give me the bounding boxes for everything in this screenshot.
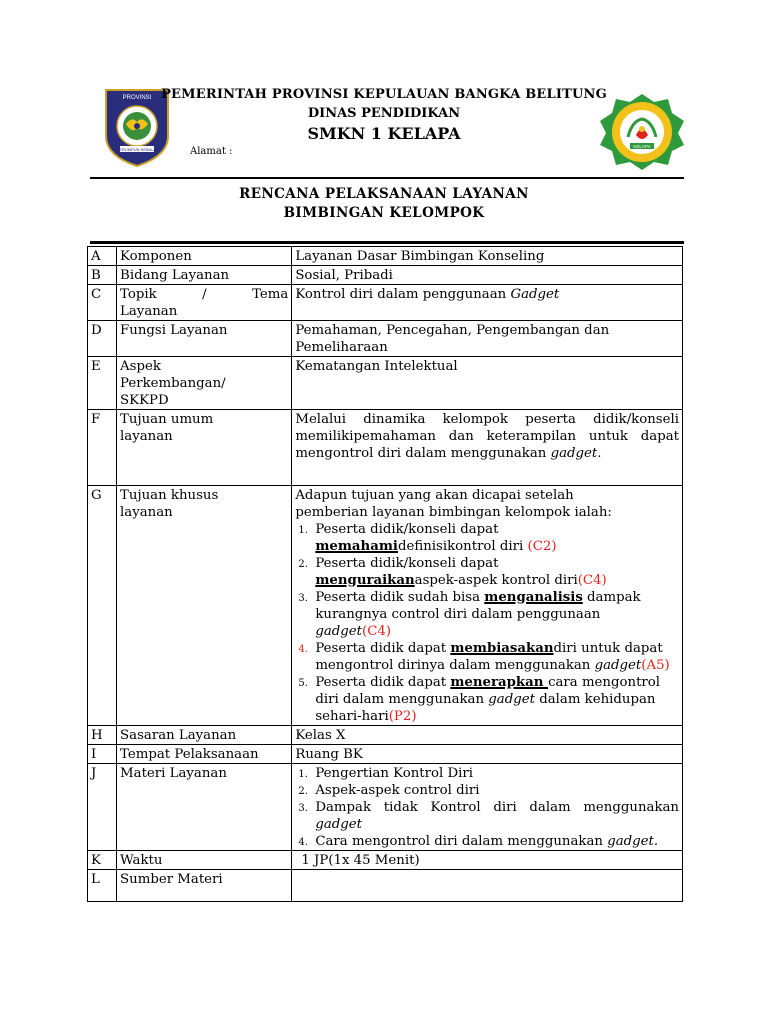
row-label: Komponen — [117, 247, 292, 266]
list-item — [295, 521, 679, 555]
value-italic: Gadget — [510, 287, 560, 302]
table-row — [88, 745, 683, 764]
row-value — [292, 321, 683, 357]
table-row — [88, 357, 683, 410]
label-line: Perkembangan/ — [120, 376, 226, 391]
value-text: Melalui dinamika kelompok peserta didik/konseli memilikipemahaman dan keterampilan untuk dapat mengontrol diri dalam menggunakan — [295, 412, 679, 461]
item-text: dampak kurangnya control diri dalam penggunaan — [315, 590, 641, 622]
item-keyword: membiasakan — [450, 641, 554, 656]
table-row — [88, 726, 683, 745]
header-line-1: PEMERINTAH PROVINSI KEPULAUAN BANGKA BELITUNG — [161, 87, 607, 102]
value-line: pemberian layanan bimbingan kelompok ialah: — [295, 505, 612, 520]
objectives-list — [295, 521, 679, 725]
row-value — [292, 285, 683, 321]
row-code: D — [88, 321, 117, 357]
row-value — [292, 870, 683, 902]
row-value: Sosial, Pribadi — [292, 266, 683, 285]
service-plan-table — [87, 246, 683, 902]
label-line: SKKPD — [120, 393, 169, 408]
label-part: / — [202, 287, 207, 302]
label-part: Layanan — [120, 304, 178, 319]
item-text: Pengertian Kontrol Diri — [315, 766, 474, 781]
row-value — [292, 851, 683, 870]
item-keyword: memahami — [315, 539, 398, 554]
title-divider — [90, 241, 684, 244]
materials-list — [295, 765, 679, 850]
row-code: A — [88, 247, 117, 266]
row-label — [117, 285, 292, 321]
row-code: L — [88, 870, 117, 902]
item-text: cara mengontrol diri dalam menggunakan — [315, 675, 661, 707]
item-tag: (C2) — [527, 539, 557, 554]
item-text: diri untuk dapat mengontrol dirinya dalam menggunakan — [315, 641, 663, 673]
table-row — [88, 321, 683, 357]
item-text: Peserta didik sudah bisa — [315, 590, 485, 605]
item-text: Peserta didik dapat — [315, 641, 451, 656]
row-code: E — [88, 357, 117, 410]
item-text: Peserta didik dapat — [315, 675, 451, 690]
value-text: Kontrol diri dalam penggunaan — [295, 287, 511, 302]
item-tag: (P2) — [388, 709, 417, 724]
item-text: aspek-aspek kontrol diri — [414, 573, 578, 588]
list-number: 2. — [298, 786, 308, 797]
value-text: . — [597, 446, 602, 461]
row-label — [117, 357, 292, 410]
value-text: 1 JP(1x 45 Menit) — [301, 853, 420, 868]
item-tag: (C4) — [577, 573, 607, 588]
school-logo-label: KELAPA — [633, 144, 651, 149]
value-line: Pemahaman, Pencegahan, Pengembangan dan — [295, 323, 610, 338]
row-code: J — [88, 764, 117, 851]
row-value — [292, 764, 683, 851]
row-label: Sumber Materi — [117, 870, 292, 902]
item-keyword: menganalisis — [484, 590, 583, 605]
row-code: H — [88, 726, 117, 745]
row-label: Bidang Layanan — [117, 266, 292, 285]
list-number: 4. — [298, 644, 308, 655]
list-item — [295, 555, 679, 589]
item-keyword: menerapkan — [450, 675, 549, 690]
document-title-line-1: RENCANA PELAKSANAAN LAYANAN — [239, 186, 529, 202]
row-value: Kematangan Intelektual — [292, 357, 683, 410]
item-italic: gadget — [594, 658, 642, 673]
row-value — [292, 410, 683, 486]
label-line: layanan — [120, 429, 173, 444]
list-number: 3. — [298, 803, 308, 814]
row-value — [292, 486, 683, 726]
item-tag: (A5) — [641, 658, 670, 673]
row-value: Layanan Dasar Bimbingan Konseling — [292, 247, 683, 266]
value-line: Pemeliharaan — [295, 340, 388, 355]
item-keyword: menguraikan — [315, 573, 415, 588]
row-label — [117, 410, 292, 486]
list-item — [295, 640, 679, 674]
label-line: Tujuan umum — [120, 412, 214, 427]
header-line-2: DINAS PENDIDIKAN — [307, 106, 461, 121]
row-code: I — [88, 745, 117, 764]
table-row — [88, 764, 683, 851]
label-line: Tujuan khusus — [120, 488, 219, 503]
item-text: Peserta didik/konseli dapat — [315, 556, 499, 571]
row-value: Kelas X — [292, 726, 683, 745]
row-label: Fungsi Layanan — [117, 321, 292, 357]
row-code: G — [88, 486, 117, 726]
list-number: 3. — [298, 593, 308, 604]
table-row — [88, 851, 683, 870]
row-code: B — [88, 266, 117, 285]
item-text: . — [653, 834, 659, 849]
row-label — [117, 486, 292, 726]
table-row — [88, 247, 683, 266]
row-code: K — [88, 851, 117, 870]
table-row — [88, 266, 683, 285]
list-item — [295, 782, 679, 799]
province-logo-motto: SERUMPUN SEBALAI — [116, 147, 158, 152]
label-line: Aspek — [120, 359, 161, 374]
item-italic: gadget — [315, 624, 363, 639]
row-label: Waktu — [117, 851, 292, 870]
school-name: SMKN 1 KELAPA — [307, 124, 461, 143]
label-line: layanan — [120, 505, 173, 520]
value-italic: gadget — [550, 446, 598, 461]
table-row — [88, 410, 683, 486]
list-item — [295, 833, 679, 850]
item-tag: (C4) — [362, 624, 392, 639]
table-row — [88, 870, 683, 902]
list-item — [295, 589, 679, 640]
item-text: Aspek-aspek control diri — [315, 783, 480, 798]
item-text: Cara mengontrol diri dalam menggunakan — [315, 834, 608, 849]
item-italic: gadget — [607, 834, 654, 849]
school-logo — [598, 93, 686, 171]
list-item — [295, 799, 679, 833]
list-number: 5. — [298, 678, 308, 689]
list-number: 2. — [298, 559, 308, 570]
item-text: Peserta didik/konseli dapat — [315, 522, 499, 537]
row-label: Sasaran Layanan — [117, 726, 292, 745]
row-code: F — [88, 410, 117, 486]
item-text: definisikontrol diri — [397, 539, 528, 554]
table-row — [88, 486, 683, 726]
item-text: Dampak tidak Kontrol diri dalam menggunakan — [315, 800, 679, 815]
item-italic: gadget — [488, 692, 535, 707]
list-item — [295, 674, 679, 725]
row-code: C — [88, 285, 117, 321]
province-logo-top-text: PROVINSI — [122, 95, 152, 101]
document-title-line-2: BIMBINGAN KELOMPOK — [283, 205, 485, 221]
list-number: 4. — [298, 837, 308, 848]
list-item — [295, 765, 679, 782]
item-italic: gadget — [315, 817, 363, 832]
address-label: Alamat : — [190, 146, 233, 157]
table-row — [88, 285, 683, 321]
header-divider — [90, 177, 684, 179]
row-label: Tempat Pelaksanaan — [117, 745, 292, 764]
item-text: dalam kehidupan sehari-hari — [315, 692, 656, 724]
label-part: Topik — [120, 287, 157, 302]
value-line: Adapun tujuan yang akan dicapai setelah — [295, 488, 574, 503]
list-number: 1. — [298, 769, 308, 780]
list-number: 1. — [298, 525, 308, 536]
row-label: Materi Layanan — [117, 764, 292, 851]
label-part: Tema — [252, 287, 289, 302]
row-value: Ruang BK — [292, 745, 683, 764]
